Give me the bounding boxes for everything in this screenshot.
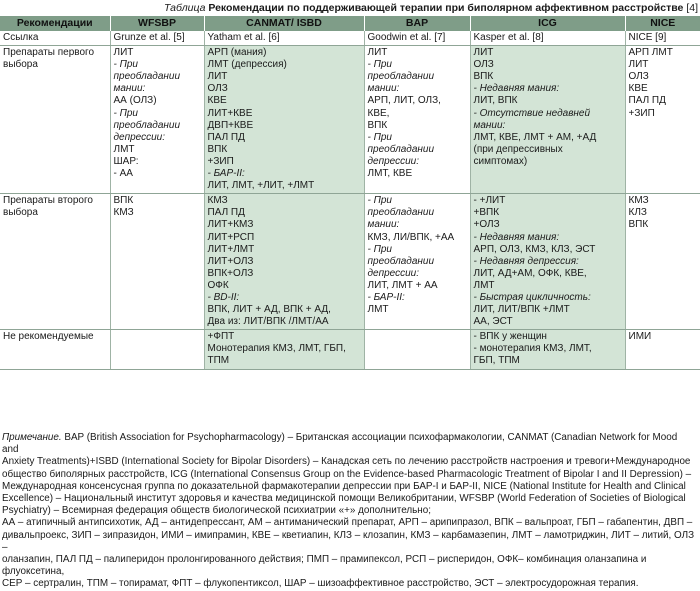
table-cell xyxy=(110,194,204,330)
cell-line: КМЗ xyxy=(628,195,649,207)
notes-line: Excellence) – Национальный институт здоровья и качества медицинской помощи Великобритании, WFSBP (World Federation of Societies of Biological xyxy=(2,493,686,505)
table-cell xyxy=(364,31,470,46)
recommendations-table xyxy=(0,16,700,370)
cell-line: ЛИТ xyxy=(628,59,649,71)
cell-line: Два из: ЛИТ/ВПК /ЛМТ/АА xyxy=(207,316,329,328)
cell-line: Yatham et al. [6] xyxy=(207,32,280,43)
cell-line: - При xyxy=(367,195,392,207)
cell-line: +ВПК xyxy=(473,207,500,219)
cell-line: NICE [9] xyxy=(628,32,667,43)
table-cell xyxy=(110,31,204,46)
cell-line: ЛИТ, АД+АМ, ОФК, КВЕ, xyxy=(473,267,587,279)
cell-line: - Быстрая цикличность: xyxy=(473,291,591,303)
cell-line: ЛМТ (депрессия) xyxy=(207,59,287,71)
cell-line: ШАР: xyxy=(113,155,139,167)
cell-line: +ЗИП xyxy=(628,107,655,119)
cell-line: ОФК xyxy=(207,279,229,291)
cell-line: ВПК xyxy=(113,195,134,207)
column-header: ICG xyxy=(470,16,625,31)
cell-line: ПАЛ ПД xyxy=(628,95,666,107)
row-label-text: Не рекомендуемые xyxy=(3,331,94,343)
cell-line: - монотерапия КМЗ, ЛМТ, xyxy=(473,343,592,355)
cell-line: (при депрессивных xyxy=(473,143,563,155)
cell-line: ВПК+ОЛЗ xyxy=(207,267,254,279)
cell-line: АА (ОЛЗ) xyxy=(113,95,157,107)
cell-line: ЛИТ, ВПК xyxy=(473,95,518,107)
row-label xyxy=(0,46,110,194)
cell-line: КВЕ xyxy=(207,95,227,107)
cell-line: КМЗ xyxy=(207,195,228,207)
cell-line: мании: xyxy=(367,83,400,95)
table-cell xyxy=(364,194,470,330)
cell-line: ЛИТ, ЛМТ + АА xyxy=(367,279,438,291)
cell-line: ЛИТ+КВЕ xyxy=(207,107,253,119)
cell-line: ЛИТ+РСП xyxy=(207,231,255,243)
table-row xyxy=(0,194,700,330)
table-row xyxy=(0,330,700,369)
table-cell xyxy=(110,46,204,194)
cell-line: ЛИТ xyxy=(207,71,228,83)
notes-line: АА – атипичный антипсихотик, АД – антидепрессант, АМ – антиманический препарат, АРП – арипипразол, ВПК – вальпроат, ГБП – габапентин, ДВП – xyxy=(2,517,693,529)
table-cell xyxy=(625,330,700,369)
cell-line: - BD-II: xyxy=(207,291,240,303)
cell-line: ОЛЗ xyxy=(207,83,228,95)
column-header: Рекомендации xyxy=(0,16,110,31)
notes-line: общество биполярных расстройств, ICG (International Consensus Group on the Evidence-based Pharmacologic Treatment of Bipolar I and II Depression) – xyxy=(2,468,692,480)
cell-line: мании: xyxy=(473,119,506,131)
cell-line: ЛМТ xyxy=(473,279,495,291)
row-label-text: выбора xyxy=(3,59,38,71)
table-cell xyxy=(470,31,625,46)
table-cell xyxy=(470,330,625,369)
cell-line: ЛИТ+ОЛЗ xyxy=(207,255,254,267)
row-label xyxy=(0,330,110,369)
cell-line: ЛМТ xyxy=(367,304,389,316)
cell-line: КМЗ xyxy=(113,207,134,219)
cell-line: АРП (мания) xyxy=(207,47,267,59)
cell-line: ВПК xyxy=(473,71,494,83)
table-cell xyxy=(470,194,625,330)
cell-line: Kasper et al. [8] xyxy=(473,32,544,43)
table-cell xyxy=(204,46,364,194)
table-cell xyxy=(364,330,470,369)
caption-reference: [4] xyxy=(686,2,698,14)
cell-line: преобладании xyxy=(367,143,435,155)
cell-line: +ОЛЗ xyxy=(473,219,500,231)
cell-line: Grunze et al. [5] xyxy=(113,32,185,43)
cell-line: ЛИТ xyxy=(367,47,388,59)
cell-line: - ВПК у женщин xyxy=(473,331,547,343)
cell-line: - АА xyxy=(113,168,133,180)
table-cell xyxy=(110,330,204,369)
cell-line: преобладании xyxy=(367,71,435,83)
cell-line: - Недавняя мания: xyxy=(473,231,560,243)
table-cell xyxy=(204,194,364,330)
cell-line: ДВП+КВЕ xyxy=(207,119,254,131)
row-label-text: Препараты второго xyxy=(3,195,93,207)
cell-line: КВЕ, xyxy=(367,107,390,119)
row-label-text: Ссылка xyxy=(3,32,39,43)
cell-line: ЛИТ+КМЗ xyxy=(207,219,254,231)
cell-line: депрессии: xyxy=(113,131,166,143)
cell-line: ЛМТ, КВЕ xyxy=(367,168,413,180)
cell-line: - При xyxy=(113,59,138,71)
notes-text xyxy=(2,432,696,591)
table-notes xyxy=(2,432,696,591)
row-label-text: выбора xyxy=(3,207,38,219)
row-label xyxy=(0,31,110,46)
table-row xyxy=(0,31,700,46)
cell-line: ВПК, ЛИТ + АД, ВПК + АД, xyxy=(207,304,331,316)
cell-line: Goodwin et al. [7] xyxy=(367,32,446,43)
cell-line: преобладании xyxy=(367,207,435,219)
notes-label: Примечание. xyxy=(2,432,62,443)
notes-line: BAP (British Association for Psychopharmacology) – Британская ассоциации психофармакологии, CANMAT (Canadian Network for Mood and xyxy=(2,432,678,456)
table-cell xyxy=(364,46,470,194)
cell-line: АРП, ОЛЗ, КМЗ, КЛЗ, ЭСТ xyxy=(473,243,596,255)
table-cell xyxy=(470,46,625,194)
cell-line: депрессии: xyxy=(367,267,420,279)
cell-line: ИМИ xyxy=(628,331,652,343)
table-caption xyxy=(100,1,698,16)
cell-line: АА, ЭСТ xyxy=(473,316,513,328)
table-cell xyxy=(625,46,700,194)
row-label xyxy=(0,194,110,330)
cell-line: ТПМ xyxy=(207,355,230,367)
header-row xyxy=(0,16,700,31)
cell-line: Монотерапия КМЗ, ЛМТ, ГБП, xyxy=(207,343,346,355)
cell-line: - При xyxy=(367,59,392,71)
cell-line: ЛИТ, ЛМТ, +ЛИТ, +ЛМТ xyxy=(207,180,315,192)
column-header: BAP xyxy=(364,16,470,31)
cell-line: ГБП, ТПМ xyxy=(473,355,520,367)
cell-line: преобладании xyxy=(113,71,181,83)
cell-line: ВПК xyxy=(628,219,649,231)
table-cell xyxy=(204,31,364,46)
cell-line: КМЗ, ЛИ/ВПК, +АА xyxy=(367,231,455,243)
notes-line: дивальпроекс, ЗИП – зипразидон, ИМИ – имипрамин, КВЕ – кветиапин, КЛЗ – клозапин, КМЗ – карбамазепин, ЛМТ – ламотриджин, ЛИТ – литий, ОЛЗ – xyxy=(2,529,695,553)
cell-line: - При xyxy=(367,131,392,143)
table-cell xyxy=(204,330,364,369)
cell-line: - БАР-II: xyxy=(367,291,405,303)
cell-line: ЛМТ xyxy=(113,143,135,155)
cell-line: АРП ЛМТ xyxy=(628,47,673,59)
cell-line: мании: xyxy=(367,219,400,231)
caption-label: Таблица xyxy=(164,2,206,14)
cell-line: КВЕ xyxy=(628,83,648,95)
cell-line: ОЛЗ xyxy=(473,59,494,71)
notes-line: оланзапин, ПАЛ ПД – палиперидон пролонгированного действия; ПМП – прамипексол, РСП – рисперидон, ОФК– комбинация оланзапина и флуоксетина, xyxy=(2,554,647,578)
cell-line: депрессии: xyxy=(367,155,420,167)
cell-line: +ФПТ xyxy=(207,331,235,343)
table-cell xyxy=(625,194,700,330)
column-header: CANMAT/ ISBD xyxy=(204,16,364,31)
cell-line: - Недавняя мания: xyxy=(473,83,560,95)
row-label-text: Препараты первого xyxy=(3,47,95,59)
table-row xyxy=(0,46,700,194)
cell-line: ОЛЗ xyxy=(628,71,649,83)
caption-title: Рекомендации по поддерживающей терапии при биполярном аффективном расстройстве xyxy=(208,2,684,14)
cell-line: мании: xyxy=(113,83,146,95)
cell-line: - При xyxy=(367,243,392,255)
cell-line: ЛИТ, ЛИТ/ВПК +ЛМТ xyxy=(473,304,570,316)
notes-line: СЕР – сертралин, ТПМ – топирамат, ФПТ – флукопентиксол, ШАР – шизоаффективное расстройство, ЭСТ – электросудорожная терапия. xyxy=(2,578,639,590)
cell-line: преобладании xyxy=(113,119,181,131)
cell-line: +ЗИП xyxy=(207,155,234,167)
notes-line: Международная консенсусная группа по доказательной фармакотерапии депрессии при БАР-I и БАР-II, NICE (National Institute for Health and Clinical xyxy=(2,480,686,492)
cell-line: ЛИТ+ЛМТ xyxy=(207,243,255,255)
cell-line: ВПК xyxy=(367,119,388,131)
table-cell xyxy=(625,31,700,46)
cell-line: симптомах) xyxy=(473,155,528,167)
cell-line: - +ЛИТ xyxy=(473,195,506,207)
cell-line: - БАР-II: xyxy=(207,168,245,180)
cell-line: КЛЗ xyxy=(628,207,647,219)
cell-line: - Отсутствие недавней xyxy=(473,107,591,119)
notes-line: Psychiatry) – Всемирная федерация обществ биологической психиатрии «+» дополнительно; xyxy=(2,505,431,517)
cell-line: преобладании xyxy=(367,255,435,267)
cell-line: ПАЛ ПД xyxy=(207,207,245,219)
column-header: WFSBP xyxy=(110,16,204,31)
cell-line: ПАЛ ПД xyxy=(207,131,245,143)
cell-line: ВПК xyxy=(207,143,228,155)
notes-line: Anxiety Treatments)+ISBD (International Society for Bipolar Disorders) – Канадская сеть по лечению расстройств настроения и тревоги+Международное xyxy=(2,456,691,468)
cell-line: ЛМТ, КВЕ, ЛМТ + АМ, +АД xyxy=(473,131,597,143)
cell-line: ЛИТ xyxy=(113,47,134,59)
cell-line: - Недавняя депрессия: xyxy=(473,255,579,267)
cell-line: АРП, ЛИТ, ОЛЗ, xyxy=(367,95,441,107)
cell-line: ЛИТ xyxy=(473,47,494,59)
cell-line: - При xyxy=(113,107,138,119)
column-header: NICE xyxy=(625,16,700,31)
